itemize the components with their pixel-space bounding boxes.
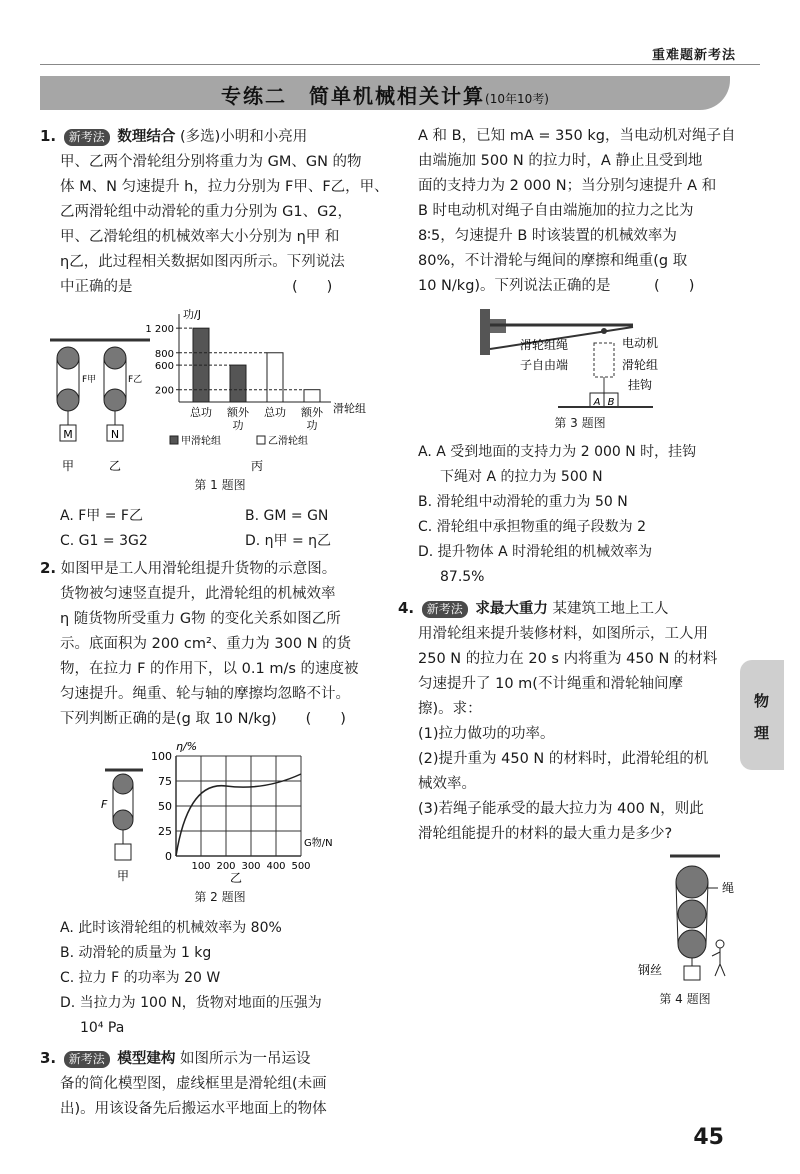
q3-option-a-cont: 下绳对 A 的拉力为 500 N — [440, 469, 603, 485]
q1-text-line: 中正确的是 ( ) — [60, 279, 333, 295]
q3-text-line: 由端施加 500 N 的拉力时，A 静止且受到地 — [418, 153, 703, 169]
chart-ylabel: 功/J — [183, 308, 201, 321]
q3-label-motor: 电动机 — [622, 336, 659, 350]
q1-option-d[interactable]: D. η甲 = η乙 — [245, 533, 332, 549]
chart-category-label: 总功 — [264, 406, 286, 419]
question-3-cont — [418, 124, 738, 299]
q1-label-fjia: F甲 — [82, 375, 97, 385]
q3-text-line: 10 N/kg)。下列说法正确的是 ( ) — [418, 278, 695, 294]
q2-option-a[interactable]: A. 此时该滑轮组的机械效率为 80% — [60, 920, 282, 936]
q3-text-line: 80%，不计滑轮与绳间的摩擦和绳重(g 取 — [418, 253, 688, 269]
q4-number: 4. — [398, 599, 415, 617]
material-box — [684, 966, 700, 980]
worker-icon — [712, 940, 725, 976]
q2-xtick-label: 100 — [191, 861, 211, 872]
q2-label-jia: 甲 — [116, 869, 130, 883]
q4-text-line: 械效率。 — [418, 776, 476, 792]
q4-label-rope: 绳 — [722, 881, 735, 895]
q1-option-a[interactable]: A. F甲 = F乙 — [60, 508, 143, 524]
question-3-start — [40, 1046, 390, 1122]
q3-option-b[interactable]: B. 滑轮组中动滑轮的重力为 50 N — [418, 494, 628, 510]
side-tab-char-1: 物 — [754, 692, 770, 710]
chart-ytick-label: 1 200 — [145, 324, 174, 336]
q2-label-f: F — [101, 798, 108, 811]
q2-text-line: 货物被匀速竖直提升，此滑轮组的机械效率 — [60, 586, 336, 602]
q3-text-line: 出)。用该设备先后搬运水平地面上的物体 — [60, 1101, 327, 1117]
q4-text-line: 用滑轮组来提升装修材料，如图所示，工人用 — [418, 626, 708, 642]
question-2 — [40, 556, 390, 732]
q1-line-0 — [40, 124, 390, 150]
q3-label-hook: 挂钩 — [628, 378, 653, 392]
q2-text-line: 物，在拉力 F 的作用下，以 0.1 m/s 的速度被 — [60, 661, 359, 677]
q1-options — [60, 504, 380, 554]
q4-badge: 新考法 — [422, 601, 468, 618]
q3-label-b: B — [607, 397, 615, 408]
q2-text-line: 下列判断正确的是(g 取 10 N/kg) ( ) — [60, 711, 346, 727]
q4-text-line: 滑轮组能提升的材料的最大重力是多少? — [418, 826, 673, 842]
q3-option-d[interactable]: D. 提升物体 A 时滑轮组的机械效率为 — [418, 544, 653, 560]
chart-category-label-cont: 功 — [232, 419, 244, 432]
section-title — [40, 80, 730, 109]
q1-label-n: N — [110, 428, 120, 441]
q3-badge: 新考法 — [64, 1051, 110, 1068]
q2-text-line: 如图甲是工人用滑轮组提升货物的示意图。 — [60, 561, 337, 577]
q3-text-line: 8∶5，匀速提升 B 时该装置的机械效率为 — [418, 228, 677, 244]
pulley-jia-icon — [57, 347, 79, 441]
q2-ytick-label: 50 — [158, 800, 172, 813]
q2-option-b[interactable]: B. 动滑轮的质量为 1 kg — [60, 945, 212, 961]
chart-ytick-label: 200 — [154, 385, 174, 397]
q2-efficiency-chart — [140, 738, 360, 888]
pulley-moving-icon — [113, 810, 133, 830]
q1-label-m: M — [63, 428, 73, 441]
q4-pulley-figure — [630, 852, 740, 984]
q3-options — [418, 440, 740, 590]
chart-xlabel: 滑轮组 — [333, 402, 366, 415]
q4-text-line: 匀速提升了 10 m(不计绳重和滑轮轴间摩 — [418, 676, 683, 692]
pulley-top-icon — [676, 866, 708, 898]
chart-category-label: 额外 — [301, 406, 323, 419]
q1-bar-chart — [135, 300, 395, 480]
q4-text-line: 某建筑工地上工人 — [552, 601, 669, 617]
q2-ytick-label: 0 — [165, 850, 172, 863]
q3-text-line: A 和 B，已知 mA = 350 kg，当电动机对绳子自 — [418, 128, 736, 144]
cargo-box — [115, 844, 131, 860]
q3-label-free-end: 子自由端 — [520, 358, 569, 372]
q2-xtick-label: 200 — [216, 861, 236, 872]
chart-category-label: 额外 — [227, 406, 249, 419]
wall — [480, 309, 490, 355]
section-title-note: (10年10考) — [485, 92, 549, 106]
q1-label-jia: 甲 — [61, 459, 75, 473]
q1-text-line: η乙，此过程相关数据如图丙所示。下列说法 — [60, 254, 345, 270]
section-title-bar — [40, 76, 730, 110]
q2-option-d[interactable]: D. 当拉力为 100 N，货物对地面的压强为 — [60, 995, 322, 1011]
q3-option-d-cont: 87.5% — [440, 569, 485, 585]
chart-legend — [170, 434, 308, 447]
pulley-mid-icon — [678, 900, 706, 928]
q2-chart-ylabel: η/% — [176, 740, 198, 753]
q2-option-d-cont: 10⁴ Pa — [80, 1020, 125, 1036]
q2-efficiency-curve — [176, 774, 301, 856]
q3-text-line: 面的支持力为 2 000 N；当分别匀速提升 A 和 — [418, 178, 717, 194]
chart-bar — [230, 365, 246, 402]
q1-text-line: (多选)小明和小亮用 — [179, 129, 308, 145]
q3-label-pulley: 滑轮组 — [622, 358, 659, 372]
q2-ytick-label: 100 — [151, 750, 172, 763]
q4-text-line: 250 N 的拉力在 20 s 内将重为 450 N 的材料 — [418, 651, 718, 667]
chart-bar — [304, 390, 320, 402]
chart-category-label-cont: 功 — [306, 419, 318, 432]
q3-label-a: A — [593, 397, 601, 408]
subject-side-tab — [740, 660, 784, 770]
q2-xtick-label: 500 — [291, 861, 311, 872]
q3-keyword: 模型建构 — [117, 1051, 176, 1067]
q1-option-b[interactable]: B. GM = GN — [245, 508, 329, 524]
q3-text-line: 备的简化模型图，虚线框里是滑轮组(未画 — [60, 1076, 327, 1092]
q3-caption: 第 3 题图 — [554, 416, 606, 430]
q2-xtick-label: 300 — [241, 861, 261, 872]
q1-keyword: 数理结合 — [117, 129, 176, 145]
q2-ytick-label: 25 — [158, 825, 172, 838]
q1-text-line: 乙两滑轮组中动滑轮的重力分别为 G1、G2， — [60, 204, 353, 220]
q3-option-c[interactable]: C. 滑轮组中承担物重的绳子段数为 2 — [418, 519, 647, 535]
q2-xtick-label: 400 — [266, 861, 286, 872]
q3-crane-figure — [478, 305, 688, 413]
chart-bar — [267, 353, 283, 402]
pulley-yi-icon — [104, 347, 126, 441]
q2-label-yi: 乙 — [229, 871, 243, 885]
q2-options — [60, 916, 390, 1041]
legend-swatch-jia — [170, 436, 178, 444]
q2-ytick-label: 75 — [158, 775, 172, 788]
q3-number: 3. — [40, 1049, 57, 1067]
q2-number: 2. — [40, 559, 57, 577]
q3-text-line: 如图所示为一吊运设 — [179, 1051, 311, 1067]
side-tab-char-2: 理 — [754, 724, 770, 742]
header-divider — [40, 64, 760, 65]
q1-caption: 第 1 题图 — [194, 478, 246, 492]
q1-badge: 新考法 — [64, 129, 110, 146]
question-1 — [40, 124, 390, 300]
q4-label-wire: 钢丝 — [638, 963, 663, 977]
q1-label-fyi: F乙 — [128, 375, 143, 385]
q3-label-rope: 滑轮组绳 — [520, 338, 569, 352]
chart-ytick-label: 800 — [154, 348, 174, 360]
q1-option-c[interactable]: C. G1 = 3G2 — [60, 533, 148, 549]
running-header: 重难题新考法 — [651, 48, 736, 63]
q2-caption: 第 2 题图 — [194, 890, 246, 904]
legend-swatch-yi — [257, 436, 265, 444]
q3-option-a[interactable]: A. A 受到地面的支持力为 2 000 N 时，挂钩 — [418, 444, 697, 460]
legend-label-yi: 乙滑轮组 — [268, 436, 308, 447]
q2-text-line: 示。底面积为 200 cm²、重力为 300 N 的货 — [60, 636, 352, 652]
pulley-box — [594, 343, 614, 377]
q2-option-c[interactable]: C. 拉力 F 的功率为 20 W — [60, 970, 221, 986]
q4-text-line: 擦)。求： — [418, 701, 482, 717]
q1-text-line: 甲、乙滑轮组的机械效率大小分别为 η甲 和 — [60, 229, 340, 245]
chart-figure-label-bing: 丙 — [250, 459, 264, 473]
chart-category-label: 总功 — [190, 406, 212, 419]
page-number: 45 — [693, 1125, 724, 1150]
question-4 — [398, 596, 738, 847]
section-title-text: 专练二 简单机械相关计算 — [221, 84, 486, 108]
chart-ytick-label: 600 — [154, 361, 174, 373]
q4-text-line: (3)若绳子能承受的最大拉力为 400 N，则此 — [418, 801, 704, 817]
pulley-bottom-icon — [678, 930, 706, 958]
q1-text-line: 甲、乙两个滑轮组分别将重力为 GM、GN 的物 — [60, 154, 362, 170]
q3-text-line: B 时电动机对绳子自由端施加的拉力之比为 — [418, 203, 694, 219]
pulley-fixed-icon — [113, 774, 133, 794]
q1-number: 1. — [40, 127, 57, 145]
q4-keyword: 求最大重力 — [475, 601, 548, 617]
q2-text-line: 匀速提升。绳重、轮与轴的摩擦均忽略不计。 — [60, 686, 350, 702]
q2-chart-xlabel: G物/N — [304, 838, 333, 849]
q4-caption: 第 4 题图 — [659, 992, 711, 1006]
legend-label-jia: 甲滑轮组 — [181, 436, 221, 447]
q4-text-line: (1)拉力做功的功率。 — [418, 726, 555, 742]
q1-text-line: 体 M、N 匀速提升 h，拉力分别为 F甲、F乙，甲、 — [60, 179, 389, 195]
q4-text-line: (2)提升重为 450 N 的材料时，此滑轮组的机 — [418, 751, 709, 767]
q2-text-line: η 随货物所受重力 G物 的变化关系如图乙所 — [60, 611, 341, 627]
q1-label-yi: 乙 — [108, 459, 122, 473]
